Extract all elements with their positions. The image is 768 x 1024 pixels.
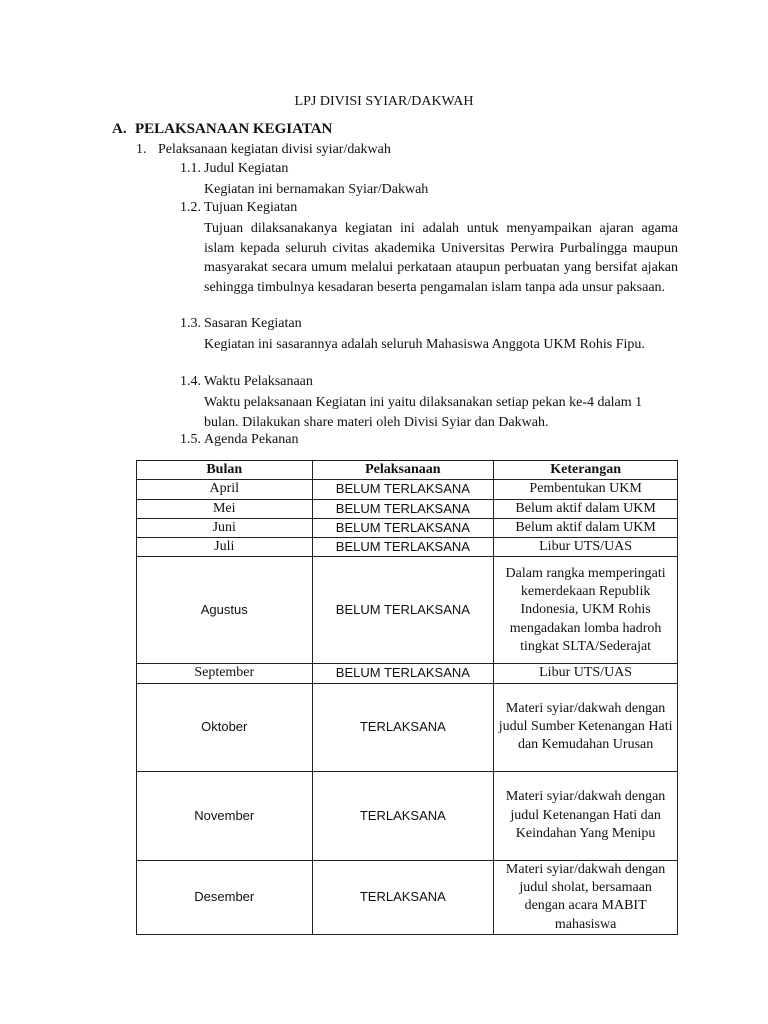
- header-pelaksanaan: Pelaksanaan: [312, 461, 494, 480]
- cell-pelaksanaan: BELUM TERLAKSANA: [312, 664, 494, 683]
- cell-bulan: Juni: [137, 518, 313, 537]
- header-bulan: Bulan: [137, 461, 313, 480]
- subsection-body-1-4: Waktu pelaksanaan Kegiatan ini yaitu dilaksanakan setiap pekan ke-4 dalam 1 bulan. Dilakukan share materi oleh Divisi Syiar dan Dakwah.: [204, 395, 643, 430]
- subsection-heading-1-4: [180, 374, 313, 390]
- cell-pelaksanaan: BELUM TERLAKSANA: [312, 557, 494, 664]
- cell-bulan: Agustus: [137, 557, 313, 664]
- cell-bulan: November: [137, 771, 313, 860]
- subsection-title: Tujuan Kegiatan: [204, 200, 298, 215]
- cell-pelaksanaan: BELUM TERLAKSANA: [312, 538, 494, 557]
- list-item-number: 1.: [136, 142, 147, 157]
- subsection-title: Agenda Pekanan: [204, 432, 299, 447]
- subsection-number: 1.4.: [180, 374, 201, 389]
- cell-bulan: April: [137, 480, 313, 499]
- cell-keterangan: Materi syiar/dakwah dengan judul Ketenangan Hati dan Keindahan Yang Menipu: [494, 771, 678, 860]
- cell-pelaksanaan: BELUM TERLAKSANA: [312, 518, 494, 537]
- table-row: [137, 499, 678, 518]
- subsection-body-1-2: Tujuan dilaksanakanya kegiatan ini adalah untuk menyampaikan ajaran agama islam kepada seluruh civitas akademika Universitas Perwira Purbalingga maupun masyarakat secara umum melalui perkataan ataupun perbuatan yang bersifat ajakan sehingga timbulnya kesadaran beserta pengamalan islam tanpa ada unsur paksaan.: [204, 221, 678, 295]
- cell-bulan: Mei: [137, 499, 313, 518]
- cell-bulan: September: [137, 664, 313, 683]
- subsection-title: Judul Kegiatan: [204, 161, 289, 176]
- cell-pelaksanaan: BELUM TERLAKSANA: [312, 499, 494, 518]
- table-header-row: [137, 461, 678, 480]
- header-keterangan: Keterangan: [494, 461, 678, 480]
- table-row: [137, 538, 678, 557]
- subsection-heading-1-2: [180, 200, 297, 216]
- cell-keterangan: Belum aktif dalam UKM: [494, 518, 678, 537]
- table-row: [137, 557, 678, 664]
- table-row: [137, 683, 678, 771]
- list-item-1: [136, 142, 391, 158]
- cell-pelaksanaan: TERLAKSANA: [312, 860, 494, 934]
- subsection-heading-1-3: [180, 316, 302, 332]
- subsection-title: Sasaran Kegiatan: [204, 316, 302, 331]
- cell-bulan: Oktober: [137, 683, 313, 771]
- cell-bulan: Desember: [137, 860, 313, 934]
- agenda-table: [136, 460, 678, 935]
- cell-keterangan: Materi syiar/dakwah dengan judul sholat, bersamaan dengan acara MABIT mahasiswa: [494, 860, 678, 934]
- subsection-body-1-1: Kegiatan ini bernamakan Syiar/Dakwah: [204, 182, 429, 197]
- cell-pelaksanaan: TERLAKSANA: [312, 771, 494, 860]
- cell-keterangan: Belum aktif dalam UKM: [494, 499, 678, 518]
- subsection-number: 1.2.: [180, 200, 201, 215]
- cell-keterangan: Libur UTS/UAS: [494, 538, 678, 557]
- subsection-title: Waktu Pelaksanaan: [204, 374, 313, 389]
- subsection-number: 1.5.: [180, 432, 201, 447]
- subsection-body-1-3: Kegiatan ini sasarannya adalah seluruh Mahasiswa Anggota UKM Rohis Fipu.: [204, 337, 645, 352]
- subsection-number: 1.1.: [180, 161, 201, 176]
- cell-keterangan: Pembentukan UKM: [494, 480, 678, 499]
- table-row: [137, 480, 678, 499]
- cell-keterangan: Materi syiar/dakwah dengan judul Sumber Ketenangan Hati dan Kemudahan Urusan: [494, 683, 678, 771]
- table-row: [137, 771, 678, 860]
- table-row: [137, 664, 678, 683]
- cell-pelaksanaan: BELUM TERLAKSANA: [312, 480, 494, 499]
- cell-bulan: Juli: [137, 538, 313, 557]
- section-heading: [112, 121, 332, 138]
- list-item-text: Pelaksanaan kegiatan divisi syiar/dakwah: [158, 142, 391, 157]
- table-row: [137, 518, 678, 537]
- subsection-number: 1.3.: [180, 316, 201, 331]
- section-letter: A.: [112, 121, 127, 137]
- cell-keterangan: Libur UTS/UAS: [494, 664, 678, 683]
- cell-keterangan: Dalam rangka memperingati kemerdekaan Republik Indonesia, UKM Rohis mengadakan lomba hadroh tingkat SLTA/Sederajat: [494, 557, 678, 664]
- subsection-heading-1-1: [180, 161, 288, 177]
- cell-pelaksanaan: TERLAKSANA: [312, 683, 494, 771]
- table-row: [137, 860, 678, 934]
- subsection-heading-1-5: [180, 432, 298, 448]
- document-title: LPJ DIVISI SYIAR/DAKWAH: [294, 94, 474, 109]
- section-title: PELAKSANAAN KEGIATAN: [135, 121, 333, 137]
